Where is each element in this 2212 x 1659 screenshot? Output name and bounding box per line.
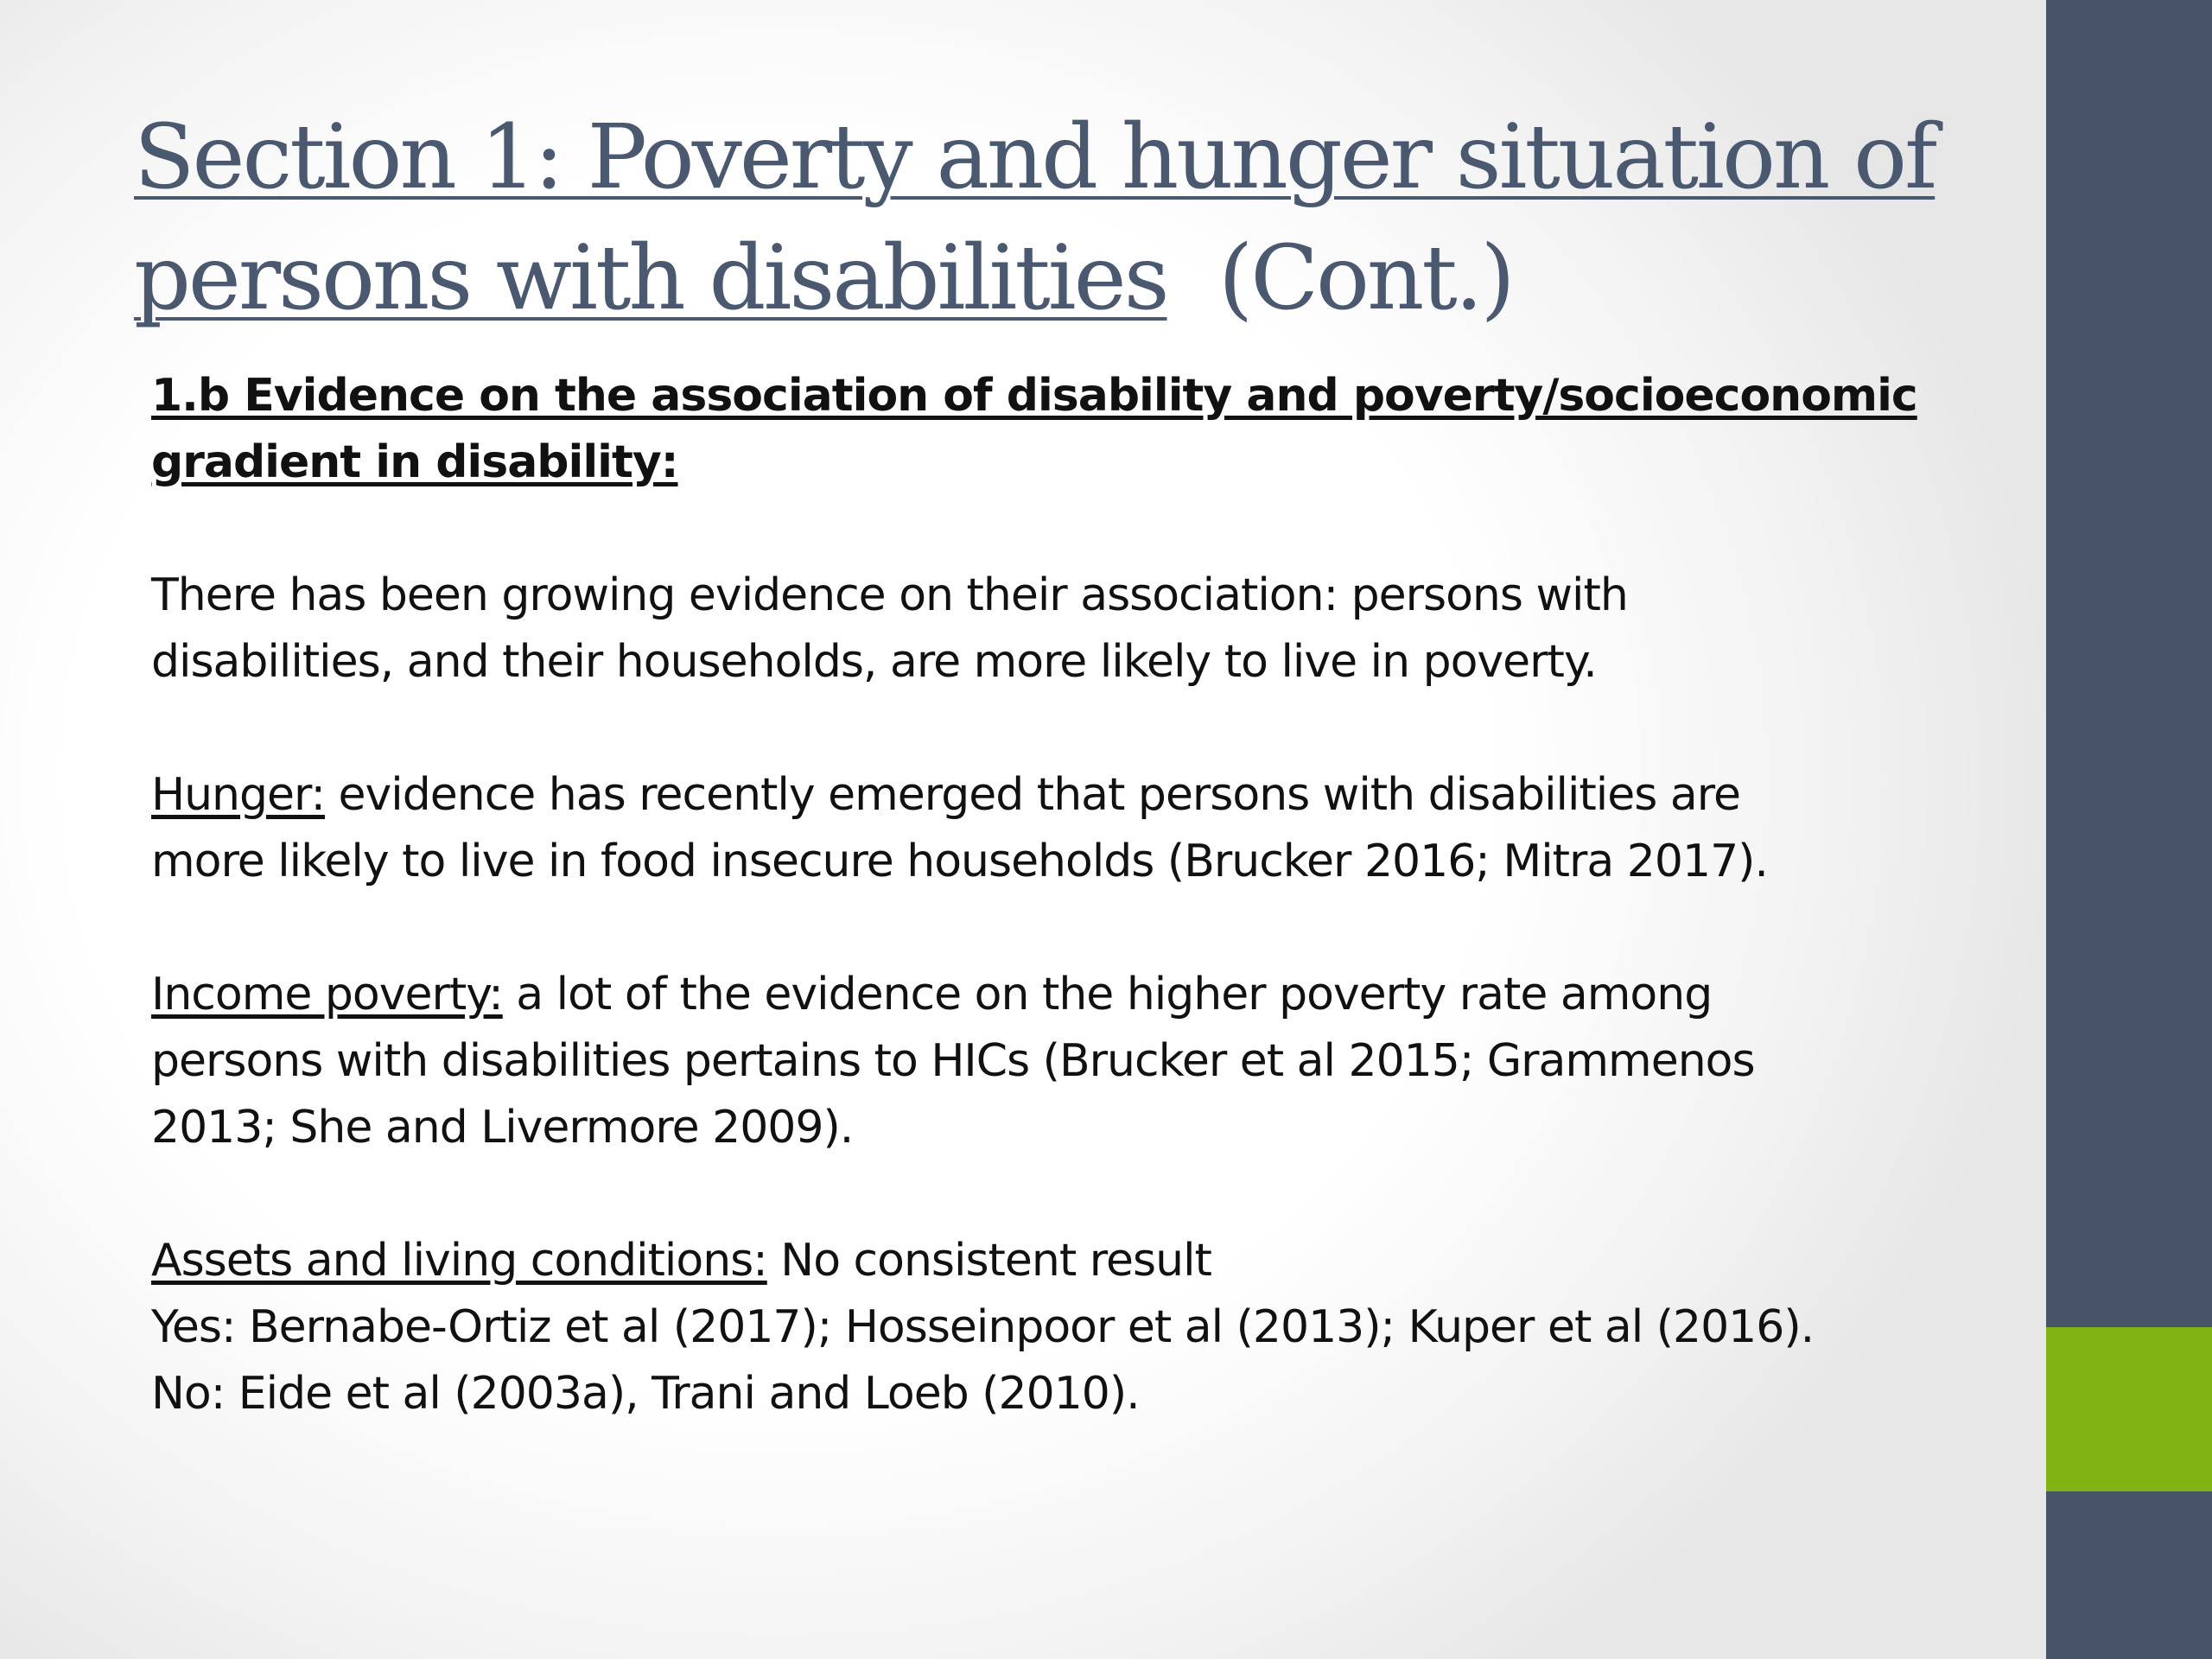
accent-block-decoration (2046, 1327, 2212, 1491)
income-line-2: persons with disabilities pertains to HICs (Brucker et al 2015; Grammenos (151, 1035, 1755, 1087)
income-label: Income poverty: (151, 969, 503, 1020)
income-line-3: 2013; She and Livermore 2009). (151, 1102, 854, 1154)
intro-line-1: There has been growing evidence on their association: persons with (151, 569, 1628, 621)
hunger-line-2: more likely to live in food insecure households (Brucker 2016; Mitra 2017). (151, 836, 1768, 887)
hunger-paragraph (151, 762, 2009, 895)
income-line-1 (151, 962, 2009, 1028)
intro-line-2: disabilities, and their households, are more likely to live in poverty. (151, 636, 1597, 688)
intro-paragraph (151, 563, 2009, 696)
income-paragraph (151, 962, 2009, 1161)
hunger-label: Hunger: (151, 769, 325, 821)
assets-paragraph (151, 1228, 2009, 1427)
assets-line-1-rest: No consistent result (766, 1235, 1211, 1287)
title-line-2 (134, 218, 1992, 339)
slide-body (151, 363, 2009, 1427)
title-line-2-underlined: persons with disabilities (134, 226, 1167, 330)
section-heading-line-1: 1.b Evidence on the association of disability and poverty/socioeconomic (151, 370, 1917, 422)
title-line-1 (134, 97, 1992, 218)
slide-title (134, 97, 1992, 339)
section-heading-line-2: gradient in disability: (151, 436, 678, 488)
assets-line-3: No: Eide et al (2003a), Trani and Loeb (2010). (151, 1368, 1140, 1420)
section-heading (151, 363, 2009, 496)
title-line-2-suffix: (Cont.) (1218, 226, 1513, 330)
assets-line-2: Yes: Bernabe-Ortiz et al (2017); Hosseinpoor et al (2013); Kuper et al (2016). (151, 1301, 1815, 1353)
hunger-line-1 (151, 762, 2009, 829)
title-line-1-text: Section 1: Poverty and hunger situation of (134, 105, 1936, 209)
assets-line-1 (151, 1228, 2009, 1294)
hunger-line-1-rest: evidence has recently emerged that persons with disabilities are (325, 769, 1740, 821)
income-line-1-rest: a lot of the evidence on the higher poverty rate among (502, 969, 1713, 1020)
assets-label: Assets and living conditions: (151, 1235, 767, 1287)
